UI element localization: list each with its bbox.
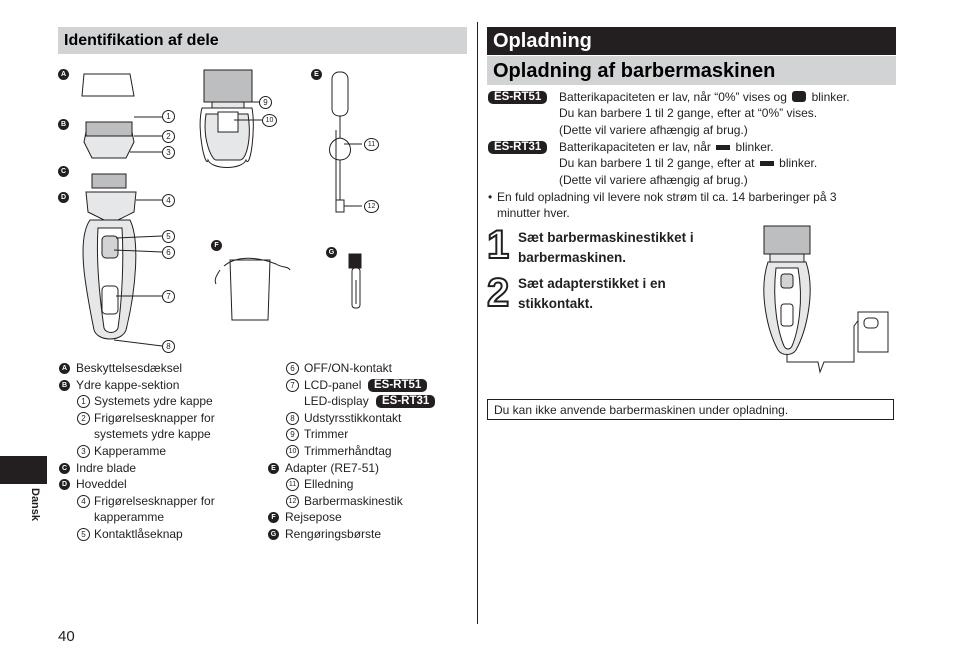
- es-rt51-text-a: Batterikapaciteten er lav, når “0%” vises og: [559, 90, 787, 104]
- legend-number: 4: [77, 495, 90, 508]
- legend-row: [268, 410, 468, 427]
- language-tab-label: Dansk: [29, 488, 41, 522]
- battery-blink-icon: [792, 91, 806, 102]
- legend-text: Udstyrsstikkontakt: [304, 410, 402, 425]
- bullet-line1: En fuld opladning vil levere nok strøm til ca. 14 barberinger på 3: [497, 190, 837, 204]
- note-text: Du kan ikke anvende barbermaskinen under opladning.: [494, 403, 789, 417]
- step-1-line1: Sæt barbermaskinestikket i: [518, 230, 694, 245]
- legend-text: systemets ydre kappe: [94, 427, 211, 442]
- legend-number: 7: [286, 379, 299, 392]
- legend-row: [268, 377, 468, 394]
- step-2-line1: Sæt adapterstikket i en: [518, 276, 666, 291]
- legend-row: [268, 426, 468, 443]
- legend-text: Indre blade: [76, 460, 137, 475]
- legend-row: [268, 393, 468, 410]
- es-rt31-line2: [559, 155, 817, 172]
- section-header: [58, 27, 467, 54]
- legend-number: 11: [286, 478, 299, 491]
- diagram-letter-a: A: [58, 69, 69, 80]
- callout-1: 1: [162, 110, 175, 123]
- legend-number: 10: [286, 445, 299, 458]
- es-rt51-line3: (Dette vil variere afhængig af brug.): [559, 123, 748, 137]
- legend-text: Frigørelsesknapper for: [94, 493, 215, 508]
- legend-text: Kontaktlåseknap: [94, 526, 183, 541]
- legend-number: 3: [77, 445, 90, 458]
- step-2-number: 2: [487, 271, 510, 315]
- legend-row: [58, 493, 268, 510]
- legend-text: Systemets ydre kappe: [94, 394, 213, 409]
- model-badge-es-rt31: ES-RT31: [376, 395, 435, 408]
- legend-row: [58, 410, 268, 427]
- callout-6: 6: [162, 246, 175, 259]
- legend-letter: G: [268, 529, 279, 540]
- es-rt31-text-c: Du kan barbere 1 til 2 gange, efter at: [559, 156, 755, 170]
- diagram-letter-e: E: [311, 69, 322, 80]
- legend-text: Rejsepose: [285, 510, 342, 525]
- legend-text: Ydre kappe-sektion: [76, 377, 180, 392]
- legend-row: [268, 493, 468, 510]
- callout-7: 7: [162, 290, 175, 303]
- legend-text: Adapter (RE7-51): [285, 460, 380, 475]
- legend-letter: A: [59, 363, 70, 374]
- es-rt51-line1: [559, 89, 850, 106]
- legend-row: [268, 526, 468, 543]
- legend-row: [58, 360, 268, 377]
- diagram-letter-d: D: [58, 192, 69, 203]
- page-number: 40: [58, 628, 75, 645]
- callout-11: 11: [364, 138, 379, 151]
- subsection-header: [487, 56, 896, 85]
- legend-text: kapperamme: [94, 510, 165, 525]
- legend-text: LED-display: [304, 394, 369, 409]
- legend-row: [268, 460, 468, 477]
- legend-row: [58, 509, 268, 526]
- callout-12: 12: [364, 200, 379, 213]
- callout-4: 4: [162, 194, 175, 207]
- legend-number: 5: [77, 528, 90, 541]
- callout-5: 5: [162, 230, 175, 243]
- es-rt31-text-a: Batterikapaciteten er lav, når: [559, 140, 711, 154]
- parts-legend-col1: [58, 360, 268, 543]
- section-title: Identifikation af dele: [64, 32, 219, 49]
- charging-illustration: [754, 222, 894, 382]
- es-rt31-text-d: blinker.: [779, 156, 818, 170]
- step-1-number: 1: [487, 223, 510, 267]
- legend-text: Hoveddel: [76, 477, 127, 492]
- legend-row: [58, 460, 268, 477]
- legend-row: [58, 526, 268, 543]
- legend-text: Elledning: [304, 477, 354, 492]
- diagram-letter-b: B: [58, 119, 69, 130]
- legend-text: Beskyttelsesdæksel: [76, 361, 183, 375]
- legend-letter: C: [59, 463, 70, 474]
- legend-number: 12: [286, 495, 299, 508]
- step-1-line2: barbermaskinen.: [518, 250, 627, 265]
- es-rt51-text-b: blinker.: [811, 90, 850, 104]
- legend-number: 2: [77, 412, 90, 425]
- legend-letter: F: [268, 512, 279, 523]
- diagram-letter-g: G: [326, 247, 337, 258]
- legend-row: [58, 393, 268, 410]
- legend-letter: B: [59, 380, 70, 391]
- legend-text: LCD-panel: [304, 377, 362, 392]
- note-box: [487, 399, 894, 420]
- legend-text: Trimmerhåndtag: [304, 443, 392, 458]
- language-tab: [0, 456, 47, 484]
- legend-row: [268, 476, 468, 493]
- legend-text: Kapperamme: [94, 443, 167, 458]
- es-rt51-line2: Du kan barbere 1 til 2 gange, efter at “0%” vises.: [559, 106, 818, 120]
- parts-legend-col2: [268, 360, 468, 543]
- chapter-header: [487, 27, 896, 55]
- model-badge-es-rt51: ES-RT51: [368, 379, 427, 392]
- legend-number: 9: [286, 428, 299, 441]
- legend-row: [268, 509, 468, 526]
- callout-8: 8: [162, 340, 175, 353]
- bullet-mark: •: [488, 190, 493, 204]
- parts-illustration: [56, 60, 456, 360]
- legend-number: 6: [286, 362, 299, 375]
- callout-9: 9: [259, 96, 272, 109]
- legend-row: [58, 426, 268, 443]
- bullet-line2: minutter hver.: [497, 206, 570, 220]
- callout-10: 10: [262, 114, 277, 127]
- legend-row: [268, 443, 468, 460]
- battery-bar-icon: [716, 145, 730, 150]
- callout-3: 3: [162, 146, 175, 159]
- model-badge-es-rt51: ES-RT51: [488, 91, 547, 104]
- legend-text: Trimmer: [304, 427, 349, 442]
- legend-text: Barbermaskinestik: [304, 493, 403, 508]
- legend-row: [58, 377, 268, 394]
- chapter-title: Opladning: [493, 30, 592, 52]
- es-rt31-text-b: blinker.: [735, 140, 774, 154]
- diagram-letter-f: F: [211, 240, 222, 251]
- parts-diagram: [56, 60, 456, 360]
- legend-row: [58, 476, 268, 493]
- es-rt31-line3: (Dette vil variere afhængig af brug.): [559, 173, 748, 187]
- legend-letter: D: [59, 479, 70, 490]
- step-2-line2: stikkontakt.: [518, 296, 594, 311]
- legend-number: 1: [77, 395, 90, 408]
- legend-row: [268, 360, 468, 377]
- legend-text: Rengøringsbørste: [285, 526, 382, 541]
- diagram-letter-c: C: [58, 166, 69, 177]
- model-badge-es-rt31: ES-RT31: [488, 141, 547, 154]
- battery-bar-icon: [760, 161, 774, 166]
- legend-row: [58, 443, 268, 460]
- legend-letter: E: [268, 463, 279, 474]
- legend-text: Frigørelsesknapper for: [94, 410, 215, 425]
- column-divider: [477, 22, 478, 624]
- legend-number: 8: [286, 412, 299, 425]
- legend-text: OFF/ON-kontakt: [304, 361, 393, 375]
- callout-2: 2: [162, 130, 175, 143]
- es-rt31-line1: [559, 139, 774, 156]
- subsection-title: Opladning af barbermaskinen: [493, 60, 776, 82]
